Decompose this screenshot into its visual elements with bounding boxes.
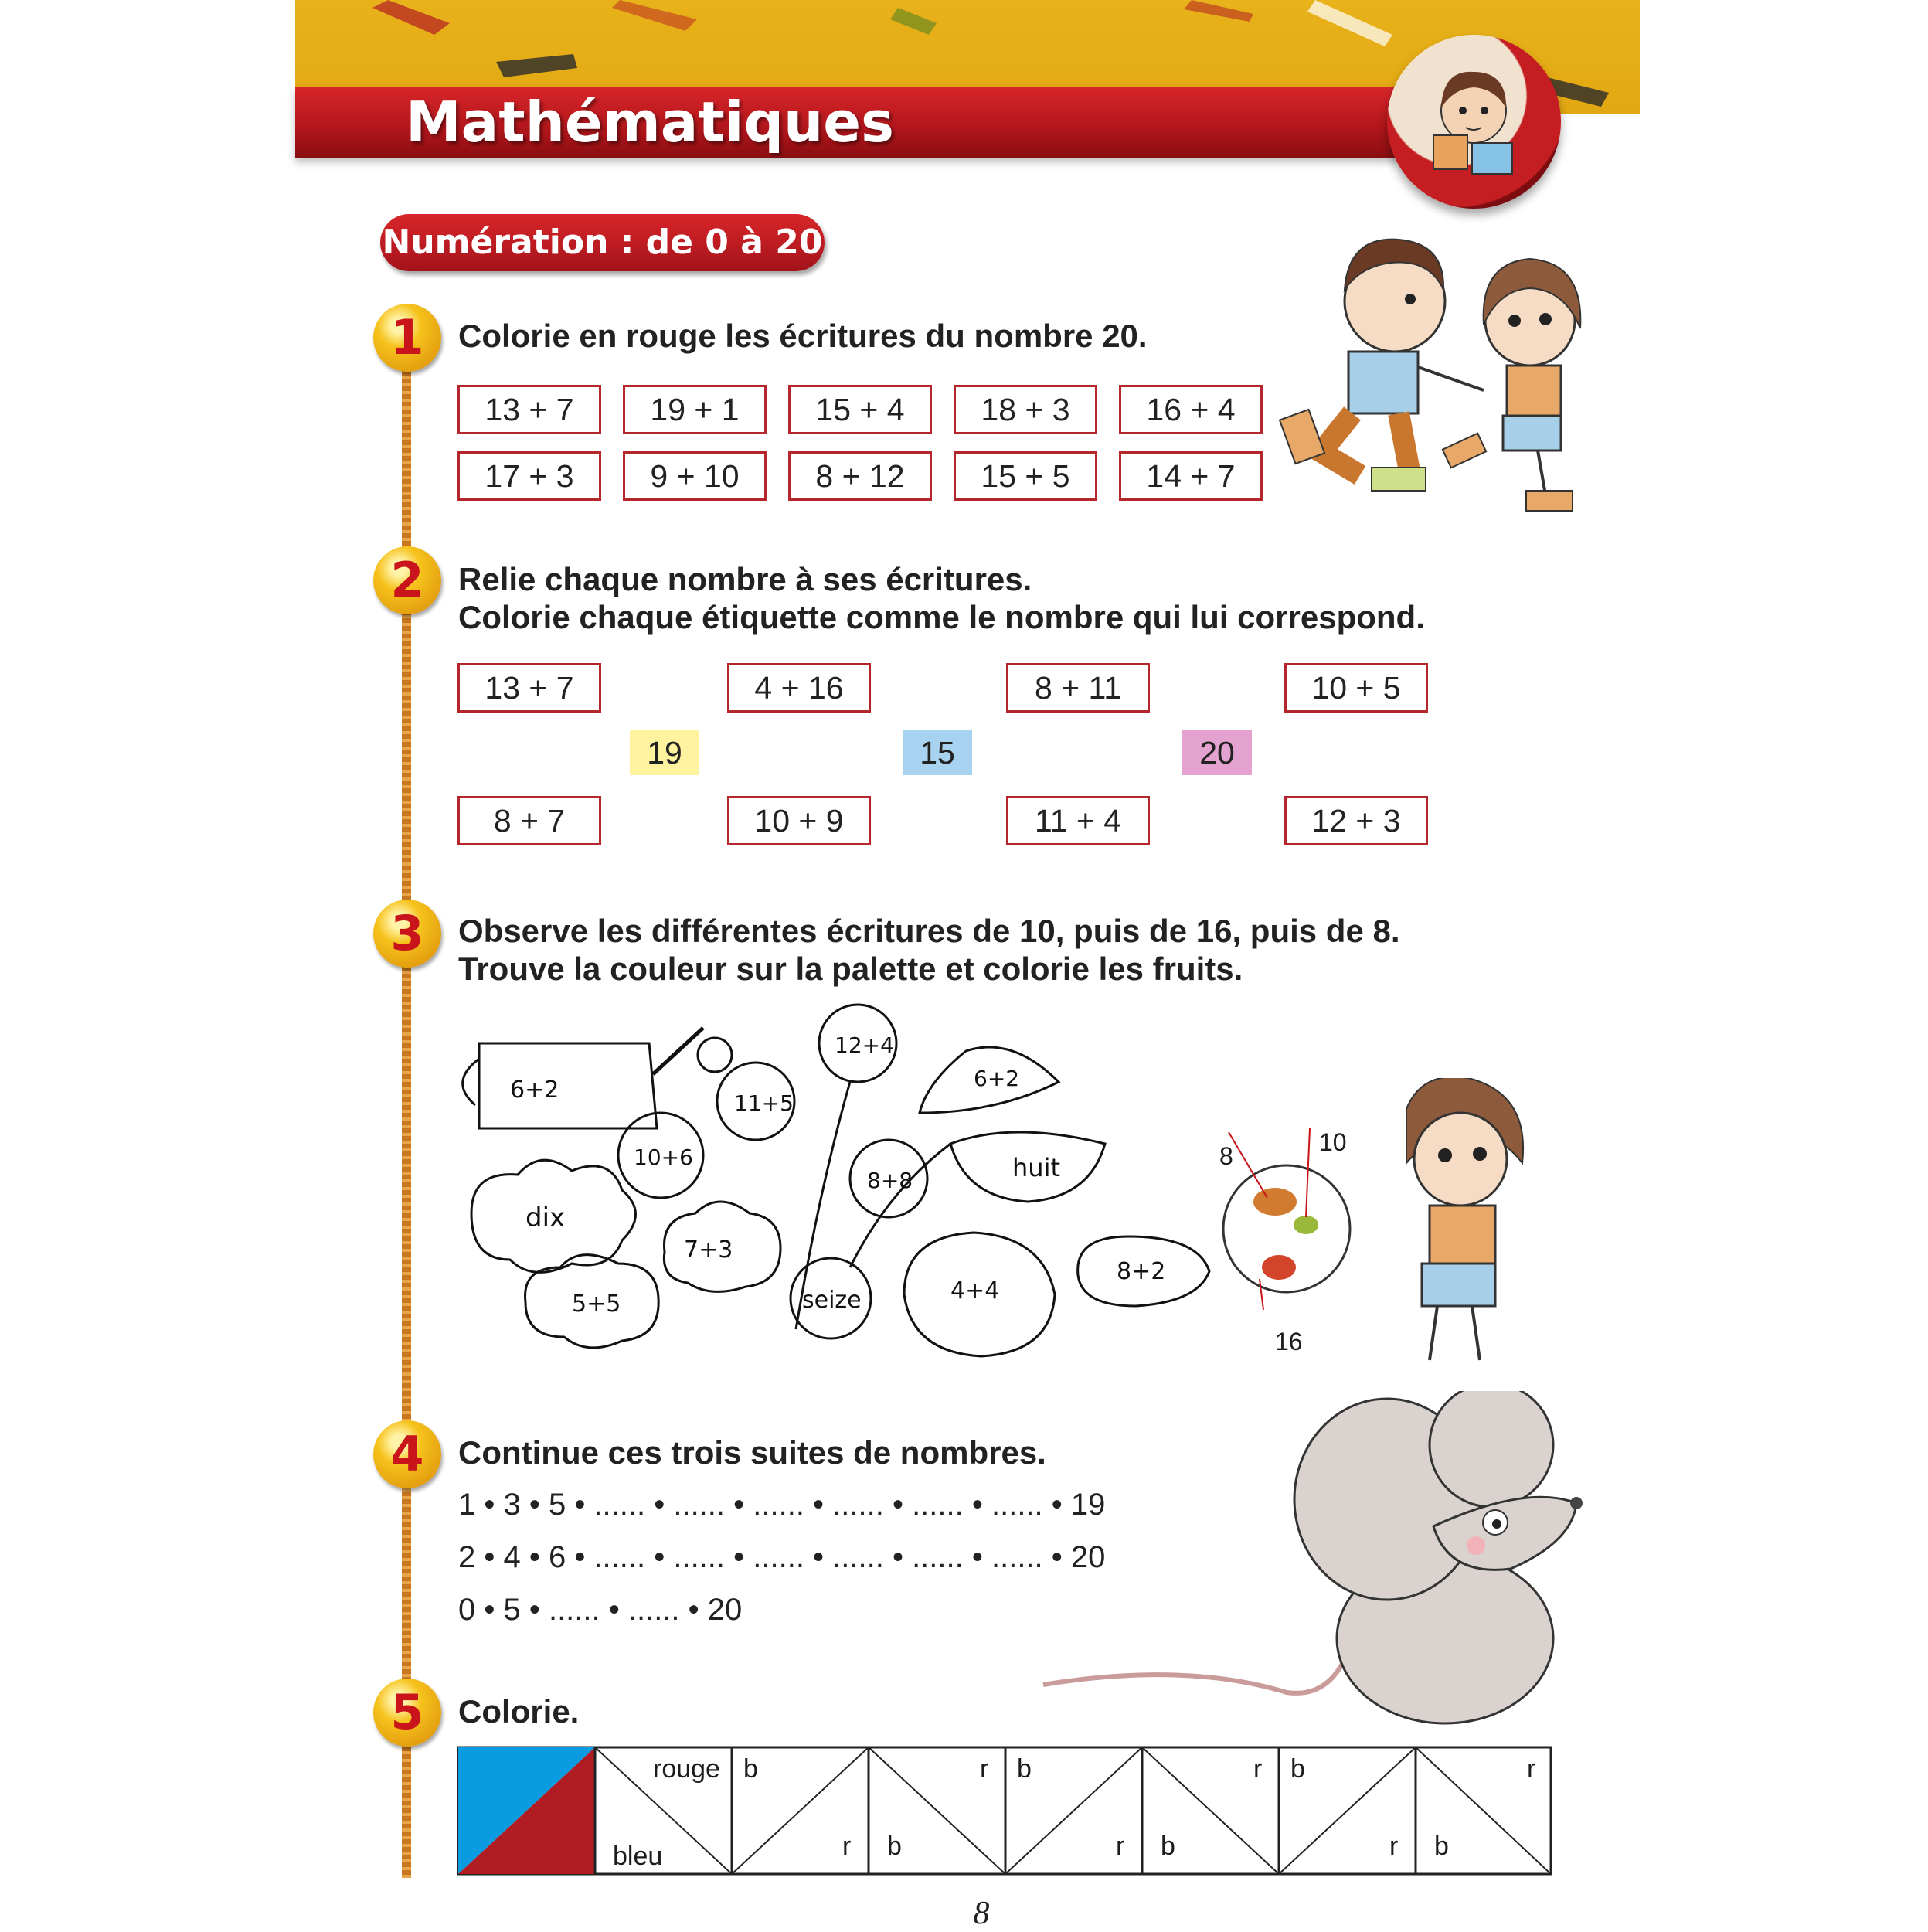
palette-label-8: 8 bbox=[1219, 1142, 1233, 1170]
ex2-bottom-box[interactable]: 12 + 3 bbox=[1284, 796, 1428, 845]
ex2-bottom-box[interactable]: 8 + 7 bbox=[457, 796, 601, 845]
exercise-3-instruction-line1: Observe les différentes écritures de 10, puis de 16, puis de 8. bbox=[458, 913, 1400, 949]
exercise-3-badge: 3 bbox=[373, 900, 441, 968]
watering-can-icon bbox=[479, 1043, 657, 1128]
ex1-box[interactable]: 16 + 4 bbox=[1119, 385, 1263, 434]
cell-label-r: r bbox=[1116, 1832, 1125, 1861]
skating-kids-illustration bbox=[1275, 228, 1623, 556]
ex1-box[interactable]: 19 + 1 bbox=[623, 385, 767, 434]
exercise-2-badge: 2 bbox=[373, 546, 441, 614]
cell-label-b: b bbox=[743, 1754, 758, 1784]
fruit-label: 10+6 bbox=[634, 1145, 693, 1170]
cell-label-r: r bbox=[1253, 1754, 1263, 1784]
ex2-top-box[interactable]: 4 + 16 bbox=[727, 663, 871, 713]
ex2-top-box[interactable]: 13 + 7 bbox=[457, 663, 601, 713]
ex2-bottom-box[interactable]: 11 + 4 bbox=[1006, 796, 1150, 845]
header-medallion-illustration bbox=[1387, 35, 1561, 209]
number-tag-20: 20 bbox=[1182, 730, 1252, 775]
palette-label-10: 10 bbox=[1319, 1128, 1347, 1156]
cell-label-bleu: bleu bbox=[613, 1842, 663, 1871]
fruit-label: seize bbox=[802, 1287, 862, 1314]
ex1-box[interactable]: 14 + 7 bbox=[1119, 451, 1263, 501]
exercise-5-badge: 5 bbox=[373, 1679, 441, 1747]
mouse-icon bbox=[1032, 1391, 1588, 1731]
cell-label-r: r bbox=[842, 1832, 852, 1861]
fruit-label: 6+2 bbox=[510, 1077, 559, 1104]
sequence-2[interactable]: 2 • 4 • 6 • ...... • ...... • ...... • ...... • ...... • ...... • 20 bbox=[458, 1540, 1106, 1574]
page-title: Mathématiques bbox=[406, 90, 894, 155]
skating-kids-icon bbox=[1275, 228, 1623, 553]
girl-with-palette-illustration bbox=[1213, 1078, 1553, 1376]
exercise-5-instruction: Colorie. bbox=[458, 1693, 580, 1730]
cell-label-b: b bbox=[1161, 1832, 1175, 1861]
sequence-1[interactable]: 1 • 3 • 5 • ...... • ...... • ...... • ...... • ...... • ...... • 19 bbox=[458, 1488, 1106, 1522]
ex2-top-box[interactable]: 10 + 5 bbox=[1284, 663, 1428, 713]
fruit-label: 4+4 bbox=[950, 1277, 1000, 1304]
cell-label-b: b bbox=[887, 1832, 902, 1861]
number-tag-15: 15 bbox=[903, 730, 972, 775]
cell-label-b: b bbox=[1290, 1754, 1305, 1784]
exercise-1-instruction: Colorie en rouge les écritures du nombre 20. bbox=[458, 318, 1148, 354]
cell-label-rouge: rouge bbox=[653, 1754, 720, 1784]
ex1-box[interactable]: 17 + 3 bbox=[457, 451, 601, 501]
cell-label-b: b bbox=[1434, 1832, 1449, 1861]
fruit-label: 8+8 bbox=[867, 1168, 913, 1193]
cell-label-r: r bbox=[1389, 1832, 1399, 1861]
ex1-box[interactable]: 9 + 10 bbox=[623, 451, 767, 501]
fruit-label: 5+5 bbox=[572, 1291, 621, 1318]
palette-label-16: 16 bbox=[1275, 1328, 1303, 1355]
exercise-2-instruction-line2: Colorie chaque étiquette comme le nombre qui lui correspond. bbox=[458, 599, 1425, 635]
fruit-label: 6+2 bbox=[974, 1066, 1020, 1091]
ex1-box[interactable]: 13 + 7 bbox=[457, 385, 601, 434]
girl-portrait-icon bbox=[1387, 35, 1561, 209]
cell-label-r: r bbox=[980, 1754, 989, 1784]
exercise-1-badge: 1 bbox=[373, 304, 441, 372]
fruit-label: 7+3 bbox=[684, 1236, 733, 1264]
exercise-4-badge: 4 bbox=[373, 1420, 441, 1488]
ex2-top-box[interactable]: 8 + 11 bbox=[1006, 663, 1150, 713]
mouse-illustration bbox=[1032, 1391, 1588, 1735]
number-tag-19: 19 bbox=[630, 730, 699, 775]
ex1-box[interactable]: 15 + 4 bbox=[788, 385, 932, 434]
fruit-label: 11+5 bbox=[734, 1090, 794, 1116]
sequence-3[interactable]: 0 • 5 • ...... • ...... • 20 bbox=[458, 1593, 743, 1627]
ex1-box[interactable]: 15 + 5 bbox=[954, 451, 1097, 501]
fruit-label: huit bbox=[1012, 1153, 1060, 1182]
ex2-bottom-box[interactable]: 10 + 9 bbox=[727, 796, 871, 845]
exercise-2-instruction-line1: Relie chaque nombre à ses écritures. bbox=[458, 561, 1032, 597]
exercise-4-instruction: Continue ces trois suites de nombres. bbox=[458, 1434, 1046, 1471]
fruit-label: 12+4 bbox=[835, 1032, 894, 1058]
exercise-3-instruction-line2: Trouve la couleur sur la palette et colorie les fruits. bbox=[458, 951, 1243, 987]
fruit-label: 8+2 bbox=[1117, 1258, 1166, 1285]
cell-label-r: r bbox=[1527, 1754, 1536, 1784]
palette-girl-icon bbox=[1213, 1078, 1553, 1372]
fruit-label: dix bbox=[525, 1202, 566, 1233]
ex1-box[interactable]: 18 + 3 bbox=[954, 385, 1097, 434]
ex1-box[interactable]: 8 + 12 bbox=[788, 451, 932, 501]
cell-label-b: b bbox=[1017, 1754, 1032, 1784]
section-title: Numération : de 0 à 20 bbox=[382, 223, 823, 262]
page-number: 8 bbox=[973, 1896, 990, 1931]
